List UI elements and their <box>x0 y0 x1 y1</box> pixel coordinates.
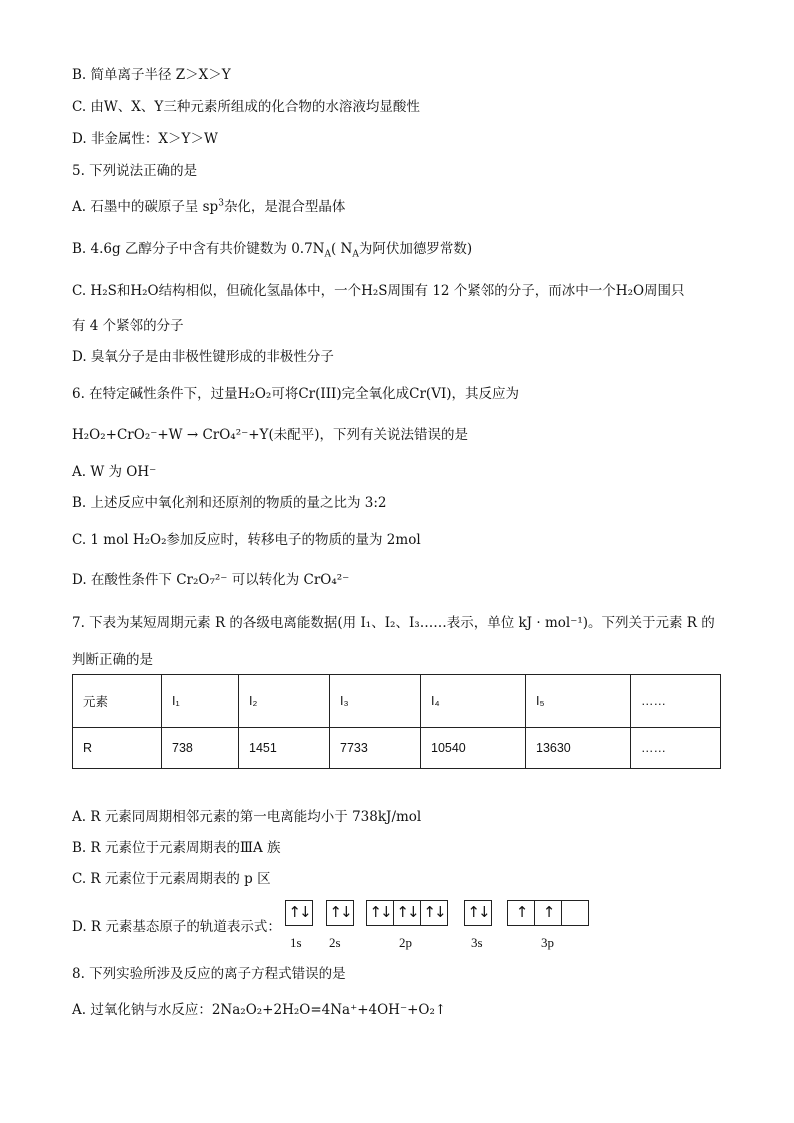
q7-option-b: B. R 元素位于元素周期表的ⅢA 族 <box>72 840 281 856</box>
q7-option-a: A. R 元素同周期相邻元素的第一电离能均小于 738kJ/mol <box>72 809 422 825</box>
q7-option-d: D. R 元素基态原子的轨道表示式： <box>72 919 281 935</box>
q5a-sup: 3 <box>218 198 224 209</box>
orbital-box: ↑↓ <box>464 900 492 926</box>
q5a-text: A. 石墨中的碳原子呈 sp <box>72 199 219 215</box>
q7-stem: 7. 下表为某短周期元素 R 的各级电离能数据(用 I₁、I₂、I₃……表示，单位 kJ · mol⁻¹)。下列关于元素 R 的 <box>72 615 715 631</box>
q5a-text-post: 杂化，是混合型晶体 <box>223 199 346 215</box>
table-cell: 738 <box>162 728 239 769</box>
orbital-box: ↑↓ <box>285 900 313 926</box>
q7-option-c: C. R 元素位于元素周期表的 p 区 <box>72 871 271 887</box>
table-row <box>73 728 721 769</box>
q4-option-b: B. 简单离子半径 Z＞X＞Y <box>72 67 231 83</box>
orbital-label: 3s <box>471 935 483 950</box>
q5-option-a <box>72 198 345 216</box>
q8-option-a: A. 过氧化钠与水反应：2Na₂O₂+2H₂O=4Na⁺+4OH⁻+O₂↑ <box>72 1002 447 1018</box>
orbital-box: ↑ <box>534 900 562 926</box>
q4-option-d: D. 非金属性：X＞Y＞W <box>72 131 218 147</box>
q5-stem: 5. 下列说法正确的是 <box>72 163 198 179</box>
orbital-box: ↑↓ <box>393 900 421 926</box>
ionization-energy-table <box>72 674 721 769</box>
orbital-box <box>561 900 589 926</box>
table-header-row <box>73 675 721 728</box>
q5-option-c-cont: 有 4 个紧邻的分子 <box>72 318 184 334</box>
table-cell: R <box>73 728 162 769</box>
q6-stem: 6. 在特定碱性条件下，过量H₂O₂可将Cr(III)完全氧化成Cr(VI)，其反应为 <box>72 386 520 402</box>
q5-option-c: C. H₂S和H₂O结构相似，但硫化氢晶体中，一个H₂S周围有 12 个紧邻的分子，而冰中一个H₂O周围只 <box>72 283 685 299</box>
table-cell: 1451 <box>239 728 330 769</box>
table-cell: I₂ <box>239 675 330 728</box>
table-cell: 元素 <box>73 675 162 728</box>
orbital-box: ↑↓ <box>326 900 354 926</box>
q5b-text-mid: ( N <box>330 241 353 257</box>
q6-option-b: B. 上述反应中氧化剂和还原剂的物质的量之比为 3:2 <box>72 495 387 511</box>
orbital-label: 3p <box>541 935 554 950</box>
table-cell: 7733 <box>330 728 421 769</box>
q5-option-d: D. 臭氧分子是由非极性键形成的非极性分子 <box>72 349 334 365</box>
table-cell: 10540 <box>421 728 526 769</box>
orbital-label: 1s <box>290 935 302 950</box>
orbital-label: 2s <box>329 935 341 950</box>
table-cell: …… <box>631 675 721 728</box>
orbital-box: ↑↓ <box>420 900 448 926</box>
table-cell: …… <box>631 728 721 769</box>
q5-option-b <box>72 240 472 258</box>
table-cell: 13630 <box>526 728 631 769</box>
table-cell: I₄ <box>421 675 526 728</box>
orbital-box: ↑ <box>507 900 535 926</box>
q4-option-c: C. 由W、X、Y三种元素所组成的化合物的水溶液均显酸性 <box>72 99 420 115</box>
table-cell: I₃ <box>330 675 421 728</box>
table-cell: I₁ <box>162 675 239 728</box>
orbital-label: 2p <box>399 935 412 950</box>
q5b-sub2: A <box>352 249 359 260</box>
q5b-text: B. 4.6g 乙醇分子中含有共价键数为 0.7N <box>72 241 325 257</box>
q6-option-c: C. 1 mol H₂O₂参加反应时，转移电子的物质的量为 2mol <box>72 532 421 548</box>
orbital-box: ↑↓ <box>366 900 394 926</box>
q8-stem: 8. 下列实验所涉及反应的离子方程式错误的是 <box>72 966 346 982</box>
table-cell: I₅ <box>526 675 631 728</box>
q5b-sub: A <box>324 249 331 260</box>
q5b-text-post: 为阿伏加德罗常数) <box>358 241 473 257</box>
q6-option-d: D. 在酸性条件下 Cr₂O₇²⁻ 可以转化为 CrO₄²⁻ <box>72 572 350 588</box>
q7-stem-cont: 判断正确的是 <box>72 652 153 668</box>
q6-equation: H₂O₂+CrO₂⁻+W → CrO₄²⁻+Y(未配平)，下列有关说法错误的是 <box>72 427 469 443</box>
q6-option-a: A. W 为 OH⁻ <box>72 464 157 480</box>
